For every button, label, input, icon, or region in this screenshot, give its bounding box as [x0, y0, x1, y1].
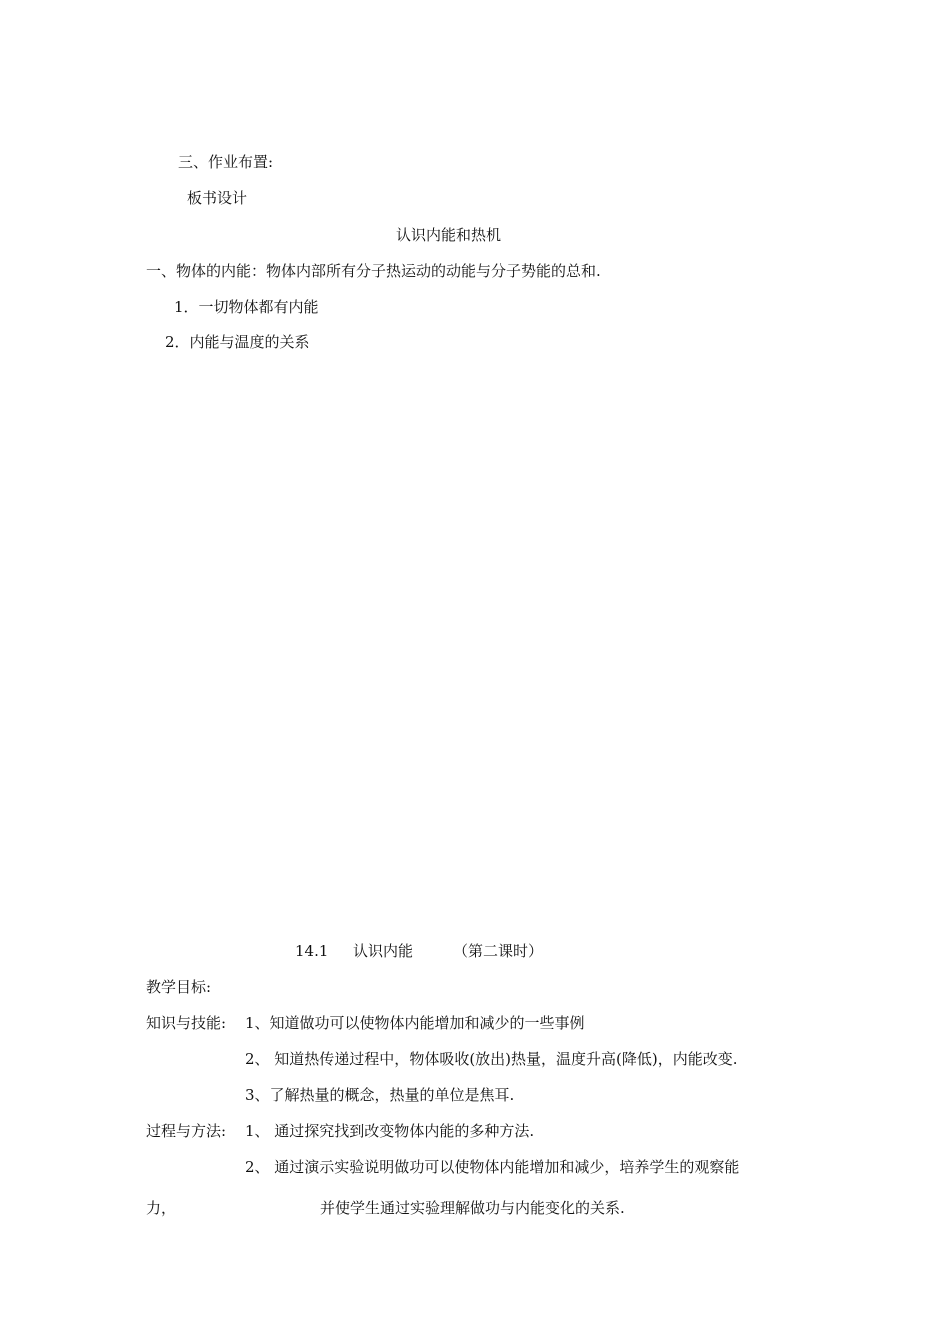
sub-point-2: 2．内能与温度的关系 — [165, 333, 310, 351]
lesson-title-number: 14.1 — [295, 942, 329, 960]
process-label: 过程与方法: — [146, 1122, 227, 1140]
knowledge-item-1: 1、知道做功可以使物体内能增加和减少的一些事例 — [245, 1014, 585, 1032]
sub-point-1: 1．一切物体都有内能 — [174, 298, 319, 316]
point-one: 一、物体的内能：物体内部所有分子热运动的动能与分子势能的总和. — [146, 262, 601, 280]
board-design-heading: 板书设计 — [187, 189, 248, 207]
goals-label: 教学目标: — [146, 978, 212, 996]
homework-heading: 三、作业布置: — [178, 153, 274, 171]
process-item-2: 2、 通过演示实验说明做功可以使物体内能增加和减少，培养学生的观察能 — [245, 1158, 740, 1176]
board-title: 认识内能和热机 — [396, 226, 502, 244]
process-item-1: 1、 通过探究找到改变物体内能的多种方法. — [245, 1122, 535, 1140]
process-item-2-cont-a: 力， — [146, 1199, 177, 1217]
knowledge-label: 知识与技能: — [146, 1014, 227, 1032]
lesson-title-period: （第二课时） — [453, 942, 544, 960]
knowledge-item-2: 2、 知道热传递过程中，物体吸收(放出)热量，温度升高(降低)，内能改变. — [245, 1050, 738, 1068]
lesson-title-text: 认识内能 — [353, 942, 414, 960]
process-item-2-cont-b: 并使学生通过实验理解做功与内能变化的关系. — [320, 1199, 625, 1217]
knowledge-item-3: 3、了解热量的概念，热量的单位是焦耳. — [245, 1086, 515, 1104]
